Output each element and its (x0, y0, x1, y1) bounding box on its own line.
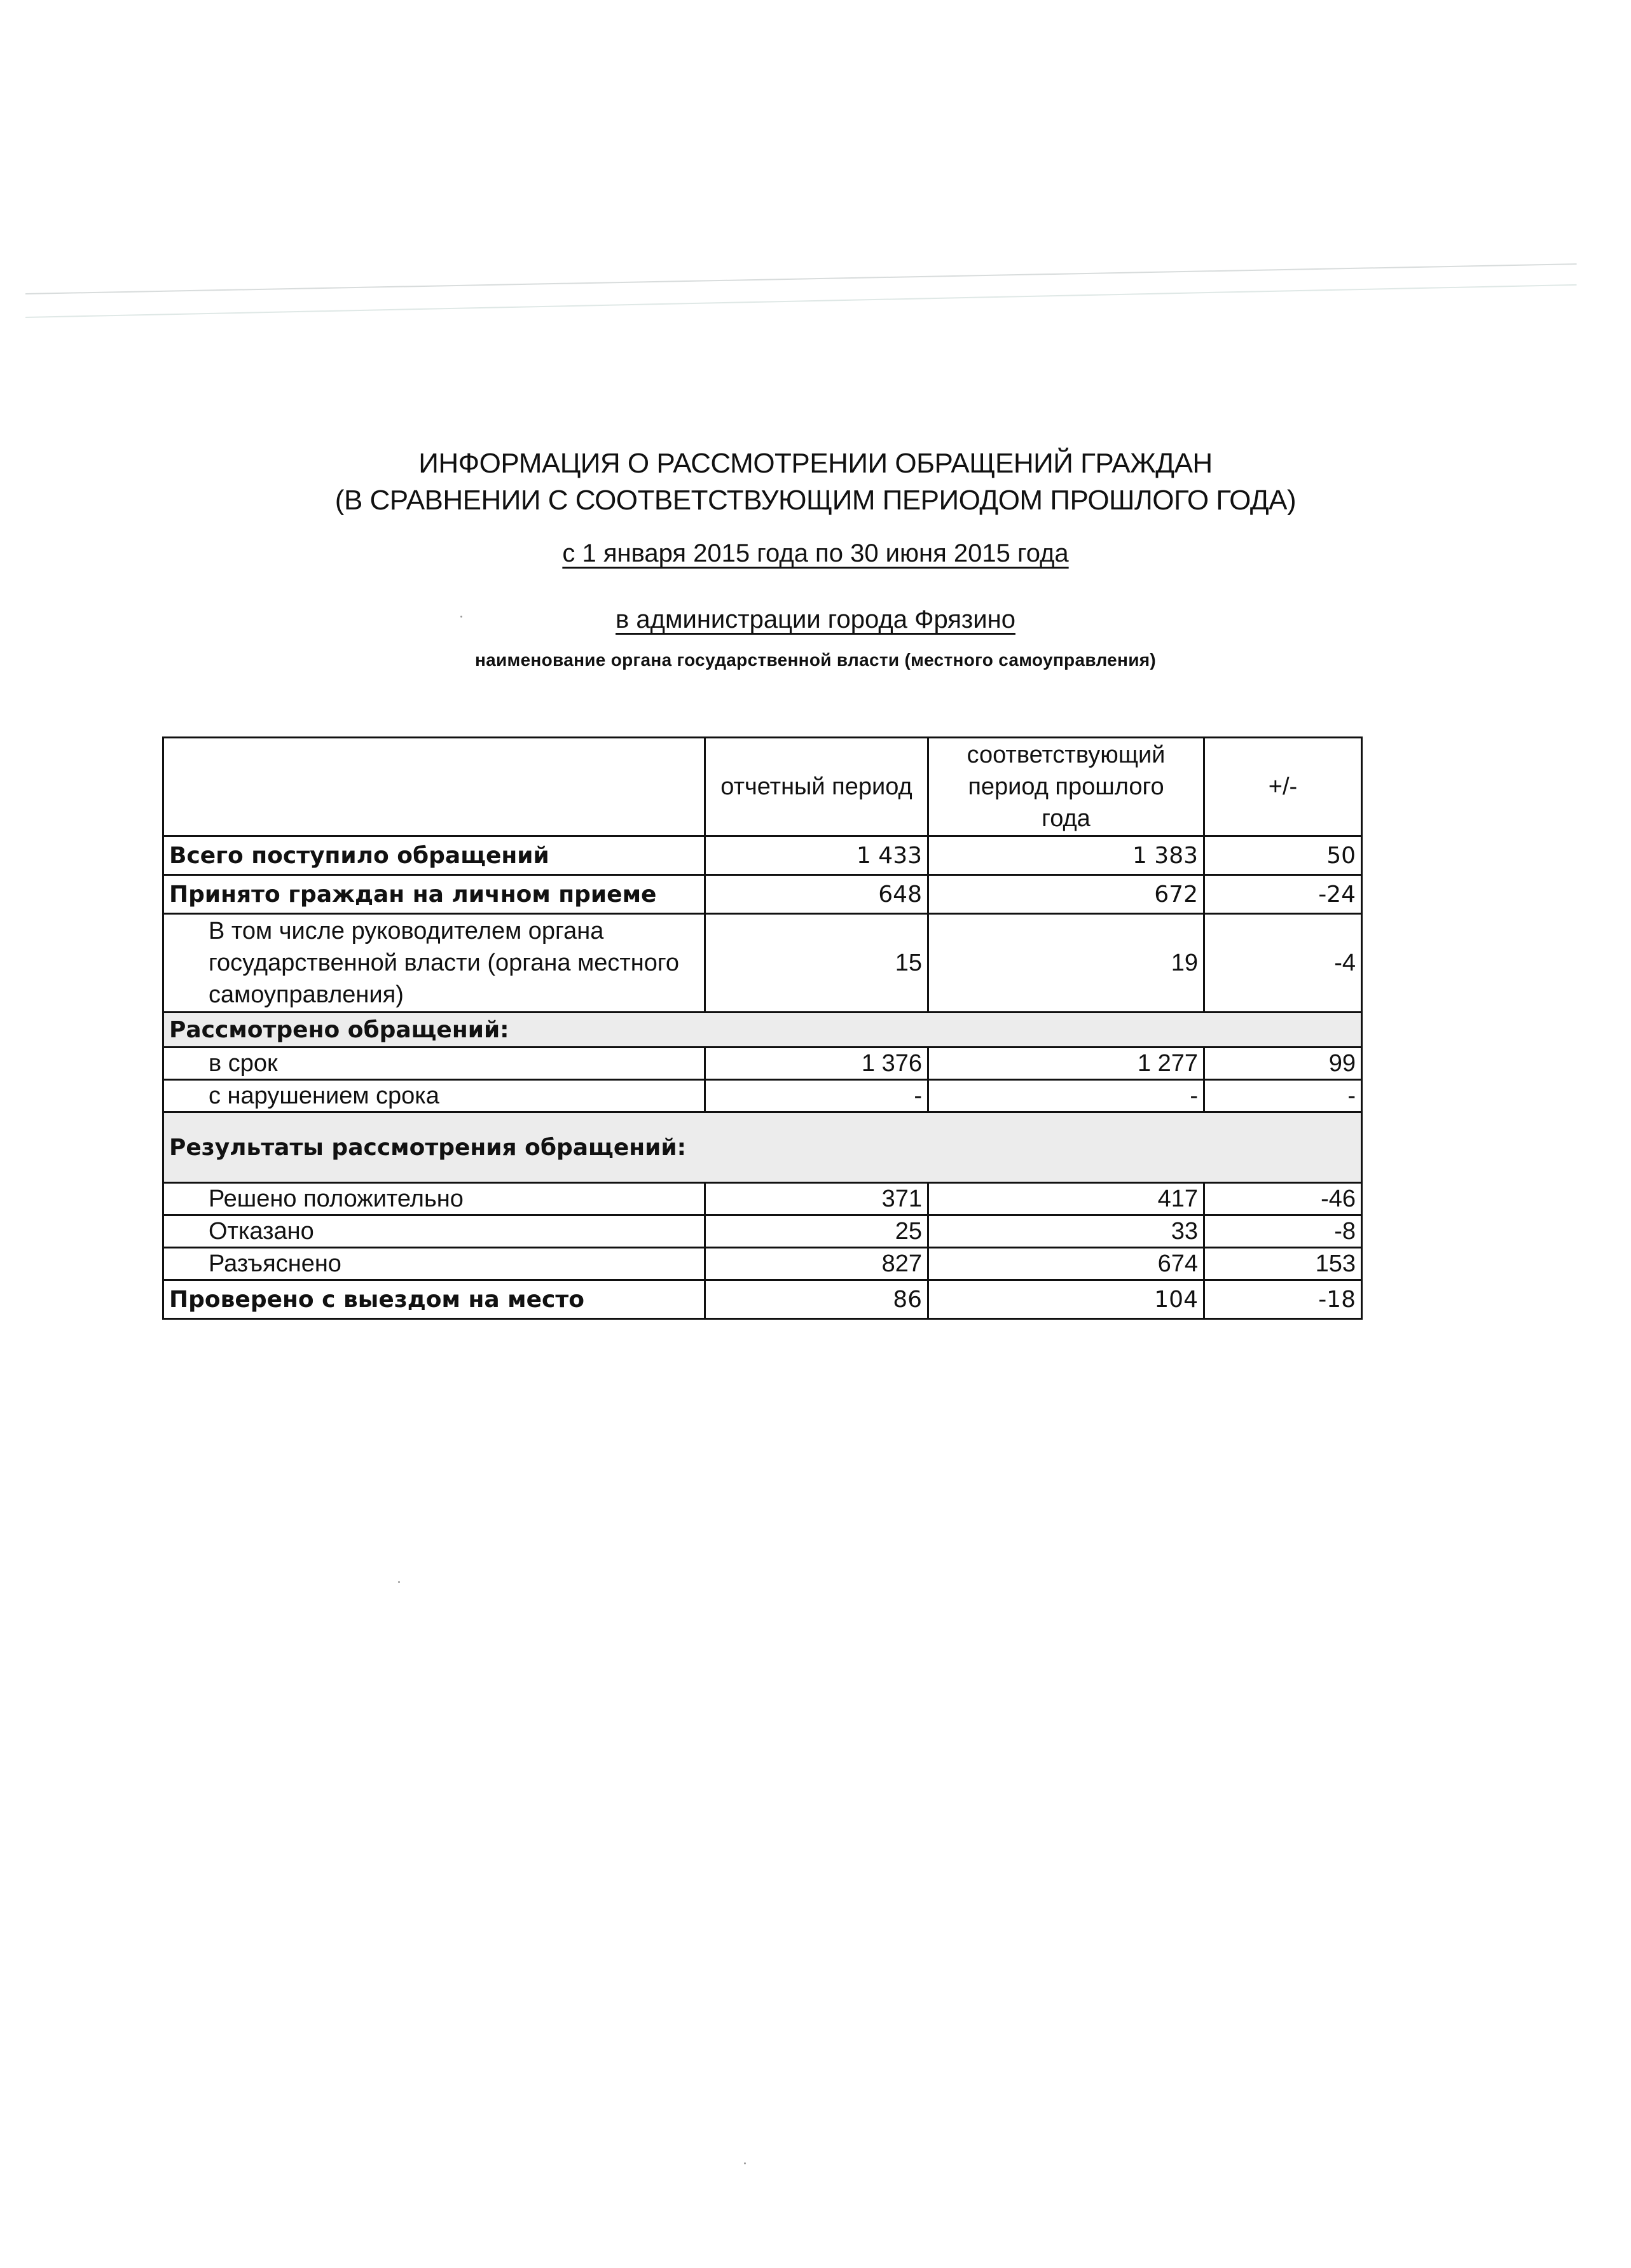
cell-diff: - (1204, 1080, 1362, 1112)
row-label: Решено положительно (163, 1183, 705, 1215)
table-row-on-time (163, 1048, 1362, 1080)
cell-previous: 19 (928, 914, 1204, 1013)
scan-speck (398, 1581, 400, 1583)
cell-current: 371 (705, 1183, 928, 1215)
cell-current: - (705, 1080, 928, 1112)
organization-caption: наименование органа государственной власти (местного самоуправления) (474, 650, 1157, 670)
row-label: Всего поступило обращений (163, 836, 705, 875)
header-current-period: отчетный период (705, 738, 928, 836)
row-label: Разъяснено (163, 1248, 705, 1280)
cell-diff: -4 (1204, 914, 1362, 1013)
row-label: Принято граждан на личном приеме (163, 875, 705, 914)
cell-diff: 153 (1204, 1248, 1362, 1280)
row-label: с нарушением срока (163, 1080, 705, 1112)
cell-diff: -8 (1204, 1215, 1362, 1248)
document-title-line2: (В СРАВНЕНИИ С СООТВЕТСТВУЮЩИМ ПЕРИОДОМ ПРОШЛОГО ГОДА) (334, 485, 1297, 516)
table-section-reviewed (163, 1013, 1362, 1048)
table-section-results (163, 1112, 1362, 1183)
row-label: в срок (163, 1048, 705, 1080)
cell-previous: 417 (928, 1183, 1204, 1215)
document-title-line1: ИНФОРМАЦИЯ О РАССМОТРЕНИИ ОБРАЩЕНИЙ ГРАЖДАН (418, 448, 1213, 479)
cell-current: 827 (705, 1248, 928, 1280)
cell-current: 1 433 (705, 836, 928, 875)
header-diff: +/- (1204, 738, 1362, 836)
organization-text: в администрации города Фрязино (616, 605, 1015, 633)
cell-current: 15 (705, 914, 928, 1013)
reporting-period (0, 539, 1631, 568)
appeals-table (162, 736, 1363, 1320)
cell-current: 86 (705, 1280, 928, 1319)
table-row-personal (163, 875, 1362, 914)
cell-previous: 674 (928, 1248, 1204, 1280)
section-label: Результаты рассмотрения обращений: (163, 1112, 1362, 1183)
table-header-row (163, 738, 1362, 836)
section-label: Рассмотрено обращений: (163, 1013, 1362, 1048)
row-label: В том числе руководителем органа государственной власти (органа местного самоуправления) (163, 914, 705, 1013)
cell-diff: -24 (1204, 875, 1362, 914)
row-label: Отказано (163, 1215, 705, 1248)
header-previous-period: соответствующий период прошлого года (928, 738, 1204, 836)
scan-speck (744, 2162, 746, 2164)
cell-diff: 99 (1204, 1048, 1362, 1080)
table-row-late (163, 1080, 1362, 1112)
header-label (163, 738, 705, 836)
table-row-explained (163, 1248, 1362, 1280)
reporting-period-text: с 1 января 2015 года по 30 июня 2015 года (562, 539, 1069, 567)
row-label: Проверено с выездом на место (163, 1280, 705, 1319)
cell-current: 25 (705, 1215, 928, 1248)
cell-previous: 672 (928, 875, 1204, 914)
cell-previous: - (928, 1080, 1204, 1112)
table-row-onsite (163, 1280, 1362, 1319)
cell-diff: -46 (1204, 1183, 1362, 1215)
cell-current: 1 376 (705, 1048, 928, 1080)
cell-previous: 1 383 (928, 836, 1204, 875)
table-row-positive (163, 1183, 1362, 1215)
table-row-refused (163, 1215, 1362, 1248)
cell-diff: -18 (1204, 1280, 1362, 1319)
cell-previous: 104 (928, 1280, 1204, 1319)
table-row-total (163, 836, 1362, 875)
cell-previous: 33 (928, 1215, 1204, 1248)
cell-current: 648 (705, 875, 928, 914)
cell-previous: 1 277 (928, 1048, 1204, 1080)
organization (0, 605, 1631, 634)
cell-diff: 50 (1204, 836, 1362, 875)
table-row-by-head (163, 914, 1362, 1013)
